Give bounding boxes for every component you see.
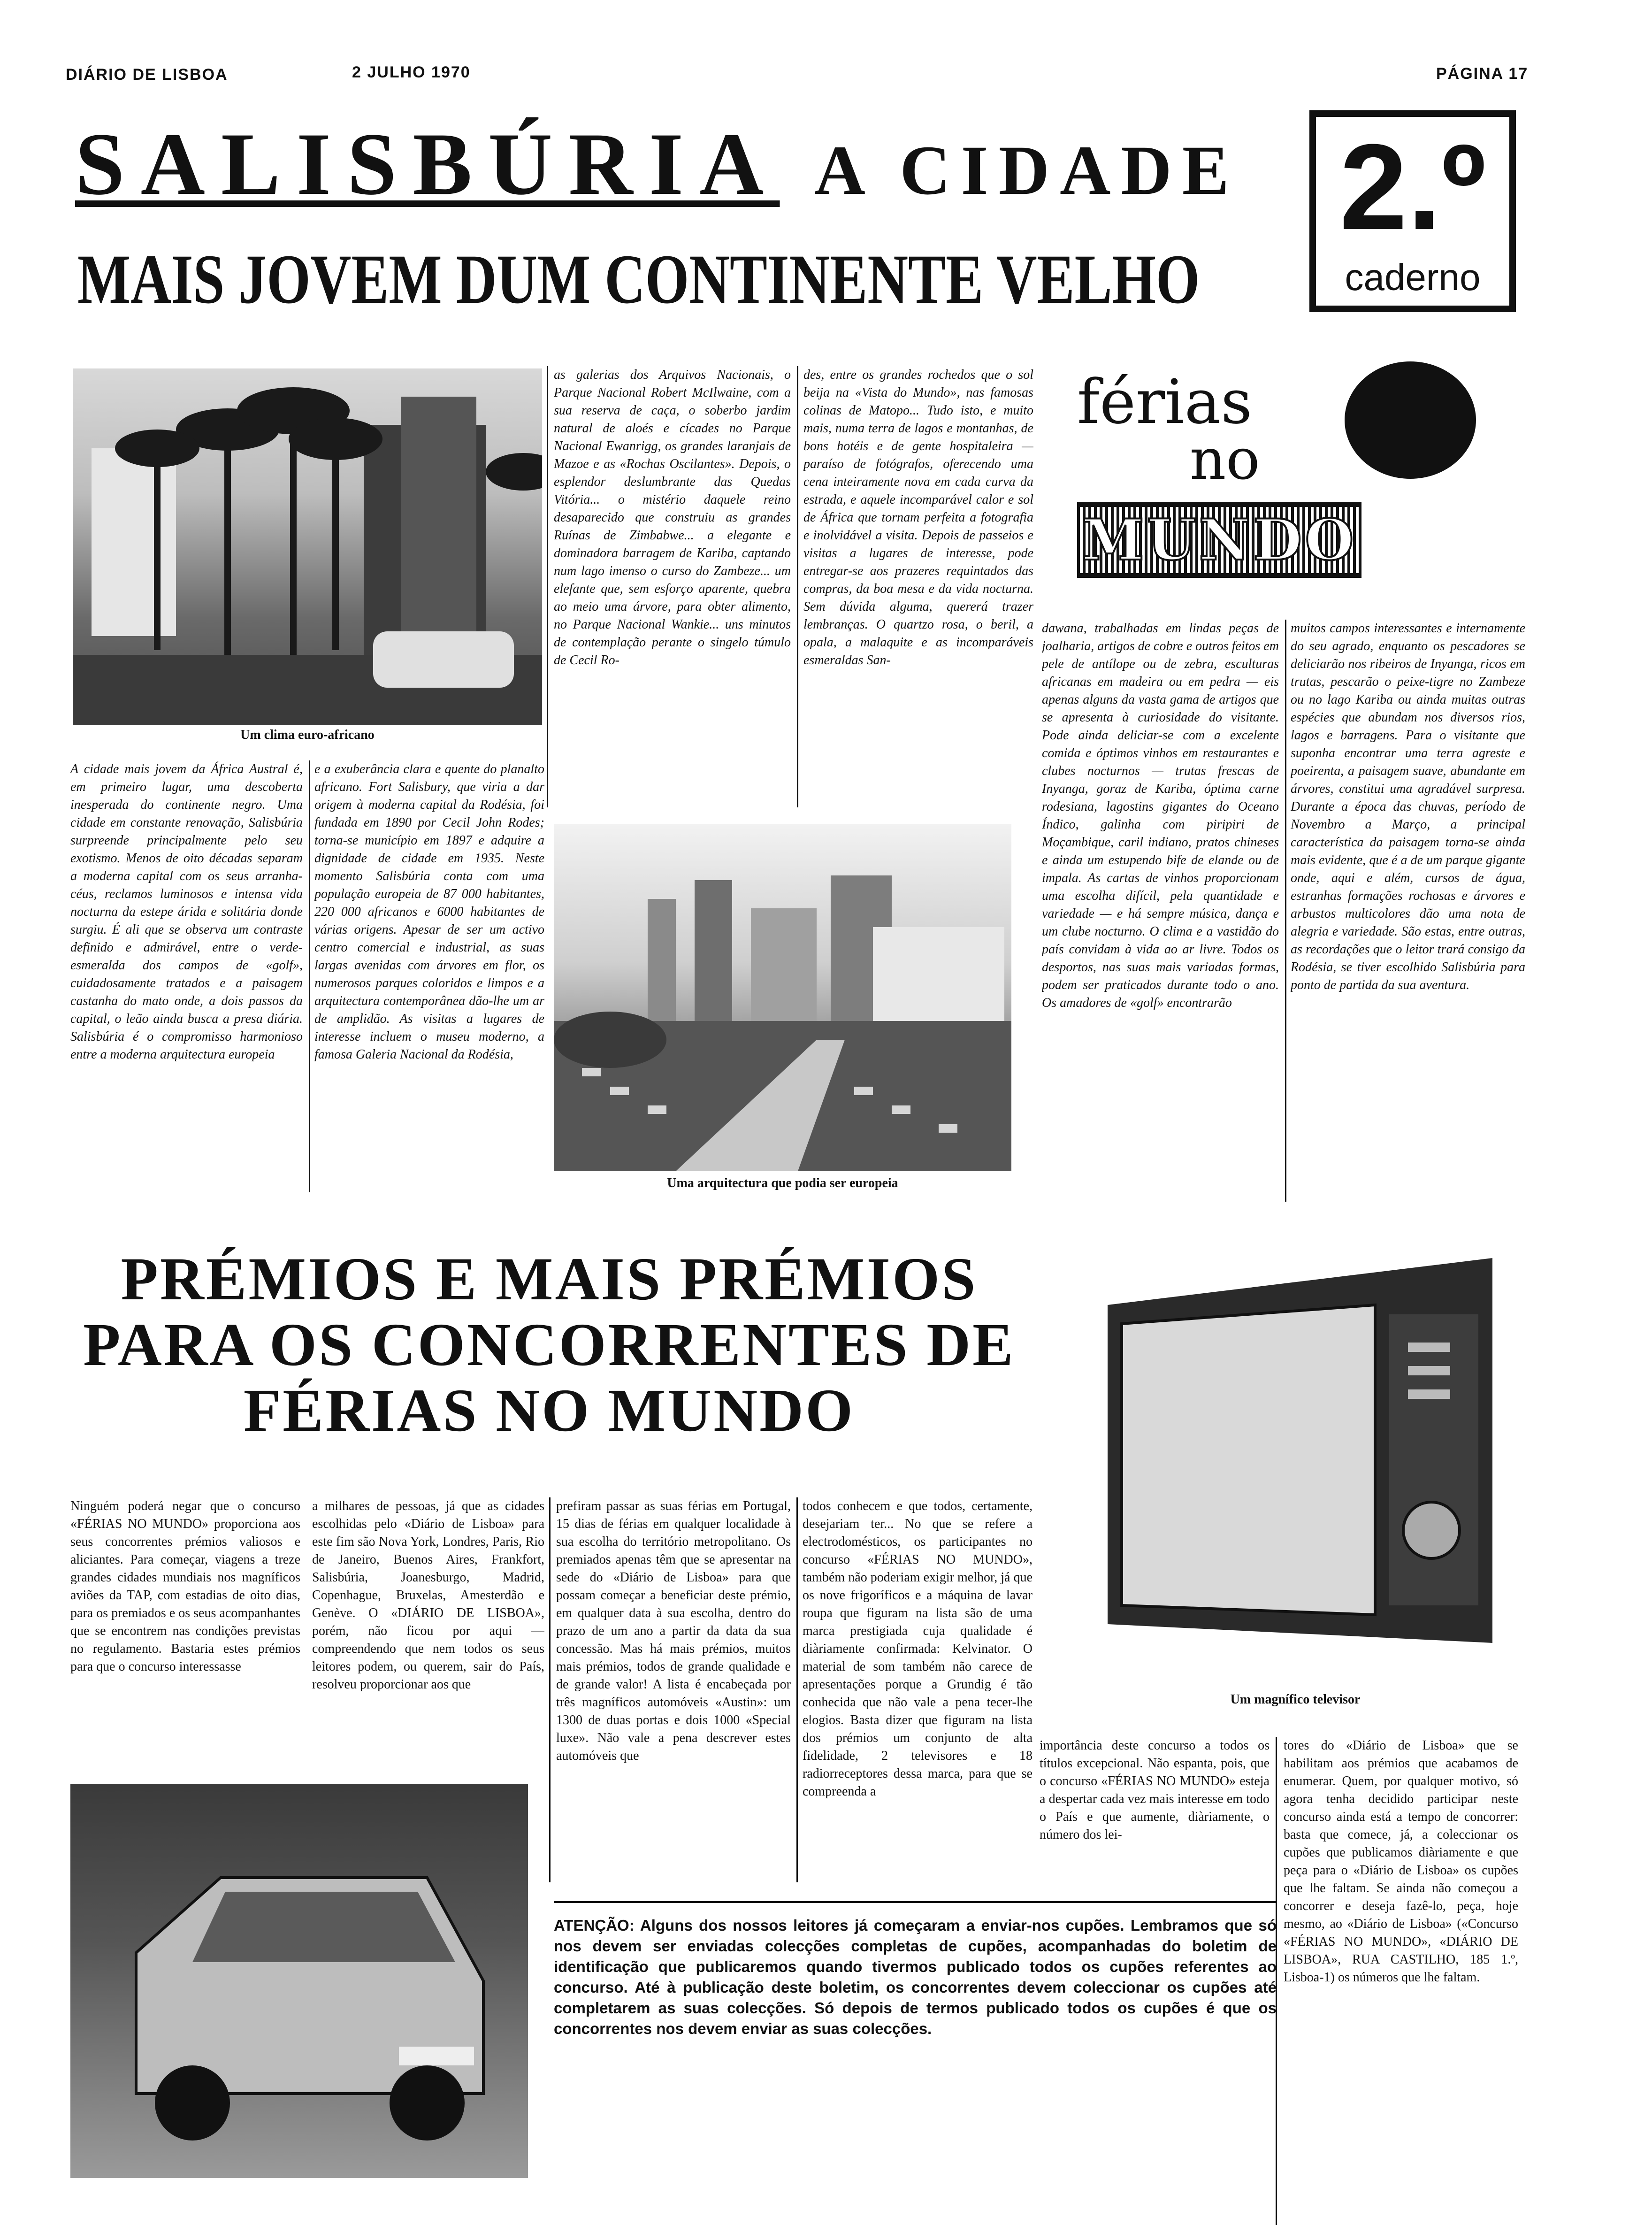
masthead-page: PÁGINA 17 <box>1436 65 1529 83</box>
headline-salisburia <box>75 115 1239 214</box>
masthead-paper: DIÁRIO DE LISBOA <box>66 66 228 84</box>
article2-col4: todos conhecem e que todos, certamente, desejariam ter... No que se refere a electrodomésticos, os participantes no concurso «FÉRIAS NO MUNDO», também não poderiam exigir melhor, já que os nove frigoríficos e a máquina de lavar roupa que figuram na lista são de uma marca prestigiada cuja qualidade é diàriamente confirmada: Kelvinator. O material de som também não carece de apresentações porque a Grundig é tão conhecida que não vale a pena tecer-lhe elogios. Basta dizer que figuram na lista dos prémios um conjunto de alta fidelidade, 2 televisores e 18 radiorreceptores dessa marca, para que se compreenda a <box>803 1499 1032 1799</box>
photo-european-architecture <box>554 824 1011 1171</box>
headline-premios-line1: PRÉMIOS E MAIS PRÉMIOS <box>121 1245 978 1313</box>
divider <box>796 1497 798 1882</box>
divider <box>1285 620 1286 1202</box>
article2-col5: importância deste concurso a todos os títulos excepcional. Não espanta, pois, que o concurso «FÉRIAS NO MUNDO» esteja a despertar cada vez mais interesse em todo o País e que aumente, diàriamente, o número dos lei- <box>1040 1738 1270 1842</box>
article2-col2: a milhares de pessoas, já que as cidades escolhidas pelo «Diário de Lisboa» para este fim são Nova York, Londres, Paris, Rio de Janeiro, Buenos Aires, Frankfort, Salisbúria, Joanesburgo, Madrid, Copenhague, Bruxelas, Amesterdão e Genève. O «DIÁRIO DE LISBOA», porém, não ficou por aqui — compreendendo que nem todos os seus leitores podem, ou querem, sair do País, resolveu proporcionar aos que <box>312 1499 544 1692</box>
article2-col1: Ninguém poderá negar que o concurso «FÉRIAS NO MUNDO» proporciona aos seus concorrentes prémios valiosos e aliciantes. Para começar, viagens a treze grandes cidades mundiais nos magníficos aviões da TAP, com estadias de oito dias, para os premiados e os seus acompanhantes que se encontrem nas condições previstas no regulamento. Bastaria estes prémios para que o concurso interessasse <box>70 1499 300 1674</box>
photo-euro-african-climate-art <box>73 368 542 725</box>
notice-top-rule <box>554 1901 1277 1903</box>
notice-text: Alguns dos nossos leitores já começaram a enviar-nos cupões. Lembramos que só nos devem ser enviadas colecções completas de cupões, acompanhadas do boletim de identificação que publicaremos quando tivermos publicado todos os cupões referentes ao concurso. Até à publicação deste boletim, os concorrentes devem coleccionar os cupões até completarem as suas colecções. Só depois de termos publicado todos os cupões é que os concorrentes nos devem enviar as suas colecções. <box>554 1917 1277 2037</box>
logo-ferias: férias <box>1077 366 1252 437</box>
section-label: caderno <box>1345 256 1481 298</box>
photo-austin-car <box>70 1784 528 2178</box>
article1-col6: muitos campos interessantes e internamente do seu agrado, enquanto os pescadores se deliciarão nos ribeiros de Inyanga, ricos em trutas, pescarão o peixe-tigre no Zambeze ou no lago Kariba ou ainda muitas outras espécies que abundam nos diversos rios, lagos e barragens. Para o visitante que suponha encontrar uma terra agreste e poeirenta, a paisagem suave, abundante em árvores, constitui uma agradável surpresa. Durante a época das chuvas, período de Novembro a Março, a principal característica da paisagem torna-se ainda mais evidente, que é a de um parque gigante onde, aqui e além, cursos de água, estranhas formações rochosas e árvores e arbustos multicolores dão uma nota de alegria e variedade. São estas, entre outras, as recordações que o leitor trará consigo da Rodésia, se tiver escolhido Salisbúria para ponto de partida da sua aventura. <box>1291 621 1525 992</box>
photo-euro-african-climate <box>73 368 542 725</box>
article1-col1: A cidade mais jovem da África Austral é, em primeiro lugar, uma descoberta inesperada do continente negro. Uma cidade em constante renovação, Salisbúria surpreende principalmente pelo seu exotismo. Menos de oito décadas separam a moderna capital com os seus arranha-céus, reclamos luminosos e intensa vida nocturna da estepe árida e solitária donde surgiu. É ali que se observa um contraste definido e admirável, entre o verde-esmeralda dos campos de «golf», cuidadosamente tratados e a paisagem castanha do mato onde, a dois passos da capital, o leão ainda busca a presa diária. Salisbúria é o compromisso harmonioso entre a moderna arquitectura europeia <box>70 762 303 1062</box>
headline-premios-line2: PARA OS CONCORRENTES DE <box>83 1311 1015 1379</box>
article1-col5: dawana, trabalhadas em lindas peças de joalharia, artigos de cobre e outros feitos em pele de antílope ou de zebra, esculturas africanas em madeira ou em pedra — eis apenas alguns da vasta gama de artigos que se apresenta à curiosidade do visitante. Pode ainda deliciar-se com a excelente comida e óptimos vinhos em restaurantes e clubes nocturnos — trutas frescas de Inyanga, goraz de Kariba, óptima carne rodesiana, lagostins gigantes do Oceano Índico, galinha com piripiri de Moçambique, caril indiano, pratos chineses e ainda um estupendo bife de elande ou de impala. As cartas de vinhos proporcionam uma escolha difícil, pela quantidade e variedade — e há sempre música, dança e um clube nocturno. O clima e a vastidão do país convidam à vida ao ar livre. Todos os desportos, nas suas mais variadas formas, podem ser praticados durante todo o ano. Os amadores de «golf» encontrarão <box>1042 621 1279 1010</box>
ferias-no-mundo-logo <box>1068 361 1490 606</box>
notice <box>554 1915 1277 2039</box>
photo-european-architecture-art <box>554 824 1011 1171</box>
logo-no: no <box>1190 427 1260 492</box>
article2-col6: tores do «Diário de Lisboa» que se habilitam aos prémios que acabamos de enumerar. Quem, por qualquer motivo, só agora tenha decidido participar neste concurso ainda está a tempo de concorrer: basta que comece, já, a coleccionar os cupões que publicamos diàriamente e que peça para o «Diário de Lisboa» os cupões que lhe faltam. Se ainda não começou a concorrer e deseja fazê-lo, peça, hoje mesmo, ao «Diário de Lisboa» («Concurso «FÉRIAS NO MUNDO», «DIÁRIO DE LISBOA», RUA CASTILHO, 185 1.º, Lisboa-1) os números que lhe faltam. <box>1284 1738 1518 1985</box>
divider <box>549 1497 551 1882</box>
television-icon <box>1070 1239 1521 1690</box>
caption-photo2: Uma arquitectura que podia ser europeia <box>667 1176 898 1190</box>
divider <box>547 366 548 807</box>
article1-col3: as galerias dos Arquivos Nacionais, o Parque Nacional Robert McIlwaine, com a sua reserva de caça, o soberbo jardim natural de aloés e cícades no Parque Nacional Ewanrigg, os grandes laranjais de Mazoe e as «Rochas Oscilantes». Depois, o esplendor deslumbrante das Quedas Vitória... o mistério daquele reino desaparecido que construiu as grandes Ruínas de Zimbabwe... a elegante e dominadora barragem de Kariba, captando num lago imenso o curso do Zambeze... um elefante que, sem esforço aparente, quebra ao meio uma árvore, para obter alimento, no Parque Nacional Wankie... uns minutos de contemplação perante o singelo túmulo de Cecil Ro- <box>554 368 791 668</box>
caption-tv: Um magnífico televisor <box>1230 1692 1361 1707</box>
article1-col4: des, entre os grandes rochedos que o sol beija na «Vista do Mundo», nas famosas colinas de Matopo... Tudo isto, e muito mais, numa terra de lagos e montanhas, de bons hotéis e de gente hospitaleira — paraíso de fotógrafos, oferecendo uma cena inteiramente nova em cada curva da estrada, e aquele incomparável calor e sol de África que tornam perfeita a fotografia e inolvidável a visita. Depois de passeios e visitas a lugares de interesse, pode entregar-se aos prazeres requintados das compras, da boa mesa e da vida nocturna. Sem dúvida alguma, quererá trazer lembranças. O quartzo rosa, o beril, a opala, a malaquite e as incomparáveis esmeraldas San- <box>803 368 1033 668</box>
caption-photo1: Um clima euro-africano <box>240 728 375 742</box>
logo-mundo: MUNDO <box>1077 502 1361 578</box>
article2-col3: prefiram passar as suas férias em Portugal, 15 dias de férias em qualquer localidade à sua escolha do território metropolitano. Os premiados apenas têm que se apresentar na sede do «Diário de Lisboa» para que possam começar a beneficiar deste prémio, em qualquer data à sua escolha, dentro do prazo de um ano a partir da data da sua concessão. Mas há mais prémios, muitos mais prémios, todos de grande qualidade e de grande valor! A lista é encabeçada por três magníficos automóveis «Austin»: um 1300 de duas portas e dois 1000 «Special luxe». Não vale a pena descrever estes automóveis que <box>556 1499 791 1763</box>
headline-a-cidade: A CIDADE <box>814 131 1239 209</box>
notice-lead: ATENÇÃO: <box>554 1917 635 1934</box>
photo-television <box>1070 1239 1521 1690</box>
logo-globe-icon <box>1345 361 1476 479</box>
masthead-date: 2 JULHO 1970 <box>352 63 471 81</box>
divider <box>309 760 310 1192</box>
headline-premios-line3: FÉRIAS NO MUNDO <box>243 1377 855 1444</box>
divider <box>797 366 798 807</box>
headline-premios <box>70 1245 1028 1444</box>
section-box <box>1309 110 1516 312</box>
section-number: 2.º <box>1339 119 1486 255</box>
headline-mais-jovem: MAIS JOVEM DUM CONTINENTE VELHO <box>77 240 1200 318</box>
article1-col2: e a exuberância clara e quente do planalto africano. Fort Salisbury, que viria a dar origem à moderna capital da Rodésia, foi fundada em 1890 por Cecil John Rodes; torna-se município em 1897 e adquire a dignidade de cidade em 1935. Neste momento Salisbúria conta com uma população europeia de 87 000 habitantes, 220 000 africanos e 6000 habitantes de várias origens. Apesar de ser um activo centro comercial e industrial, as suas largas avenidas com árvores em flor, os numerosos parques coloridos e limpos e a arquitectura contemporânea dão-lhe um ar de amplidão. As visitas a lugares de interesse incluem o museu moderno, a famosa Galeria Nacional da Rodésia, <box>314 762 544 1062</box>
headline-salisburia-big: SALISBÚRIA <box>75 115 780 214</box>
car-icon <box>70 1784 528 2178</box>
